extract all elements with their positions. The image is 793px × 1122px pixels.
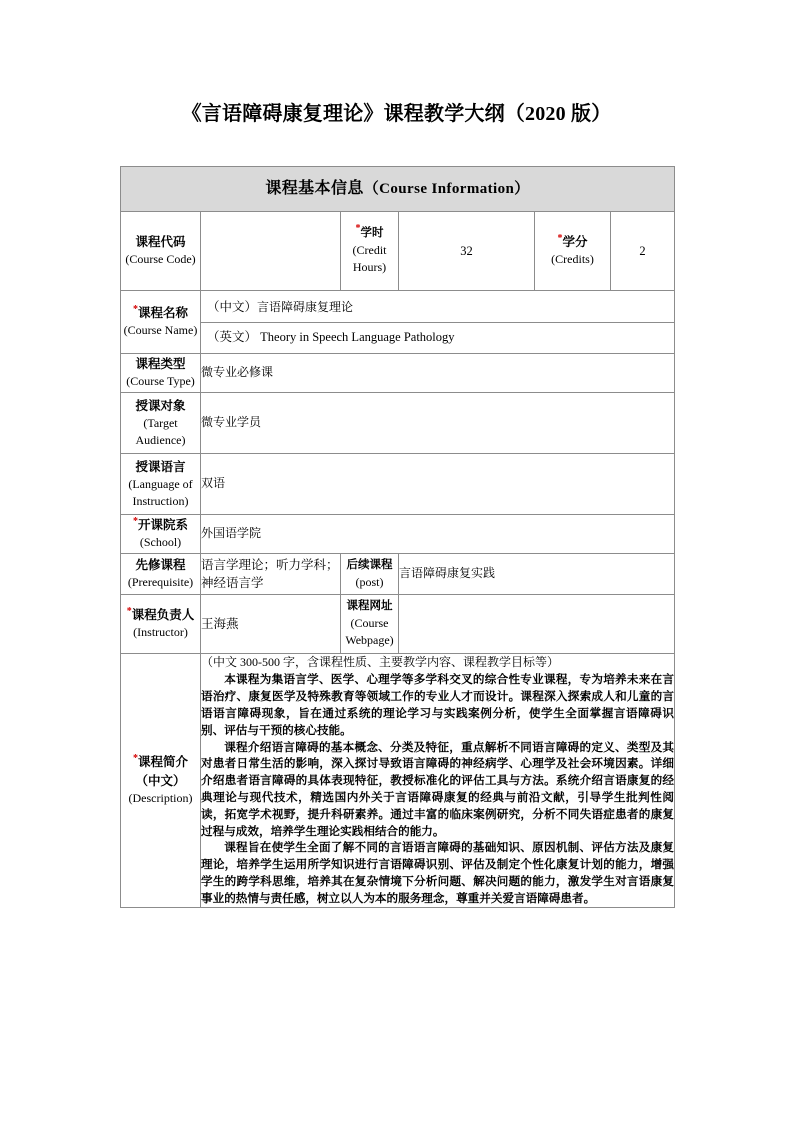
value-description[interactable]	[201, 654, 675, 908]
label-instructor: *课程负责人 (Instructor)	[121, 595, 201, 654]
label-language: 授课语言 (Language of Instruction)	[121, 454, 201, 515]
label-course-type: 课程类型 (Course Type)	[121, 354, 201, 393]
value-course-webpage[interactable]	[399, 595, 675, 654]
header-title-cn: 课程基本信息	[265, 180, 364, 198]
label-course-name: *课程名称 (Course Name)	[121, 291, 201, 354]
description-paragraph: 本课程为集语言学、医学、心理学等多学科交叉的综合性专业课程，专为培养未来在言语治疗、康复医学及特殊教育等领域工作的专业人才而设计。课程深入探索成人和儿童的言语语言障碍现象，旨在通过系统的理论学习与实践案例分析，使学生全面掌握言语障碍识别、评估与干预的核心技能。	[201, 672, 675, 737]
label-credit-hours: *学时 (Credit Hours)	[341, 212, 399, 291]
value-course-code[interactable]	[201, 212, 341, 291]
table-row	[121, 515, 675, 554]
label-target-audience: 授课对象 (Target Audience)	[121, 393, 201, 454]
label-school: *开课院系 (School)	[121, 515, 201, 554]
label-course-code: 课程代码 (Course Code)	[121, 212, 201, 291]
table-row	[121, 554, 675, 595]
value-credit-hours[interactable]: 32	[399, 212, 535, 291]
value-course-name	[201, 291, 675, 354]
description-paragraph: 课程介绍语言障碍的基本概念、分类及特征，重点解析不同语言障碍的定义、类型及其对患者日常生活的影响，深入探讨导致语言障碍的神经病学、心理学及社会环境因素。详细介绍患者语言障碍的具体表现特征，教授标准化的评估工具与方法。系统介绍言语康复的经典理论与现代技术，精选国内外关于言语障碍康复的经典与前沿文献，引导学生批判性阅读，拓宽学术视野，提升科研素养。通过丰富的临床案例研究，分析不同失语症患者的康复过程与成效，培养学生理论实践相结合的能力。	[201, 739, 675, 838]
label-course-webpage: 课程网址 (Course Webpage)	[341, 595, 399, 654]
course-name-en-row: （英文） Theory in Speech Language Pathology	[207, 329, 455, 344]
course-information-table	[120, 166, 675, 908]
table-header-row	[121, 167, 675, 212]
page-title: 《言语障碍康复理论》课程教学大纲（2020 版）	[181, 103, 612, 125]
value-credits[interactable]: 2	[611, 212, 675, 291]
value-language[interactable]: 双语	[201, 454, 675, 515]
table-row	[121, 393, 675, 454]
label-description: *课程简介（中文） (Description)	[121, 654, 201, 908]
label-credits: *学分 (Credits)	[535, 212, 611, 291]
table-row	[121, 595, 675, 654]
table-header-cell	[121, 167, 675, 212]
table-row	[121, 454, 675, 515]
value-instructor[interactable]: 王海燕	[201, 595, 341, 654]
table-row	[121, 354, 675, 393]
value-course-type[interactable]: 微专业必修课	[201, 354, 675, 393]
value-prerequisite[interactable]: 语言学理论；听力学科；神经语言学	[201, 554, 341, 595]
table-row	[121, 654, 675, 908]
label-post-course: 后续课程 (post)	[341, 554, 399, 595]
value-target-audience[interactable]: 微专业学员	[201, 393, 675, 454]
value-post-course[interactable]: 言语障碍康复实践	[399, 554, 675, 595]
description-paragraph: 课程旨在使学生全面了解不同的言语语言障碍的基础知识、原因机制、评估方法及康复理论，培养学生运用所学知识进行言语障碍识别、评估及制定个性化康复计划的能力，增强学生的跨学科思维，培养其在复杂情境下分析问题、解决问题的能力，激发学生对言语康复事业的热情与责任感，树立以人为本的服务理念，尊重并关爱言语障碍患者。	[201, 840, 675, 905]
value-school[interactable]: 外国语学院	[201, 515, 675, 554]
course-name-cn-row: （中文）言语障碍康复理论	[201, 293, 674, 322]
description-note: （中文 300-500 字，含课程性质、主要教学内容、课程教学目标等）	[201, 655, 559, 669]
label-prerequisite: 先修课程 (Prerequisite)	[121, 554, 201, 595]
table-row	[121, 291, 675, 354]
table-row	[121, 212, 675, 291]
header-title-en: （Course Information）	[363, 181, 530, 198]
